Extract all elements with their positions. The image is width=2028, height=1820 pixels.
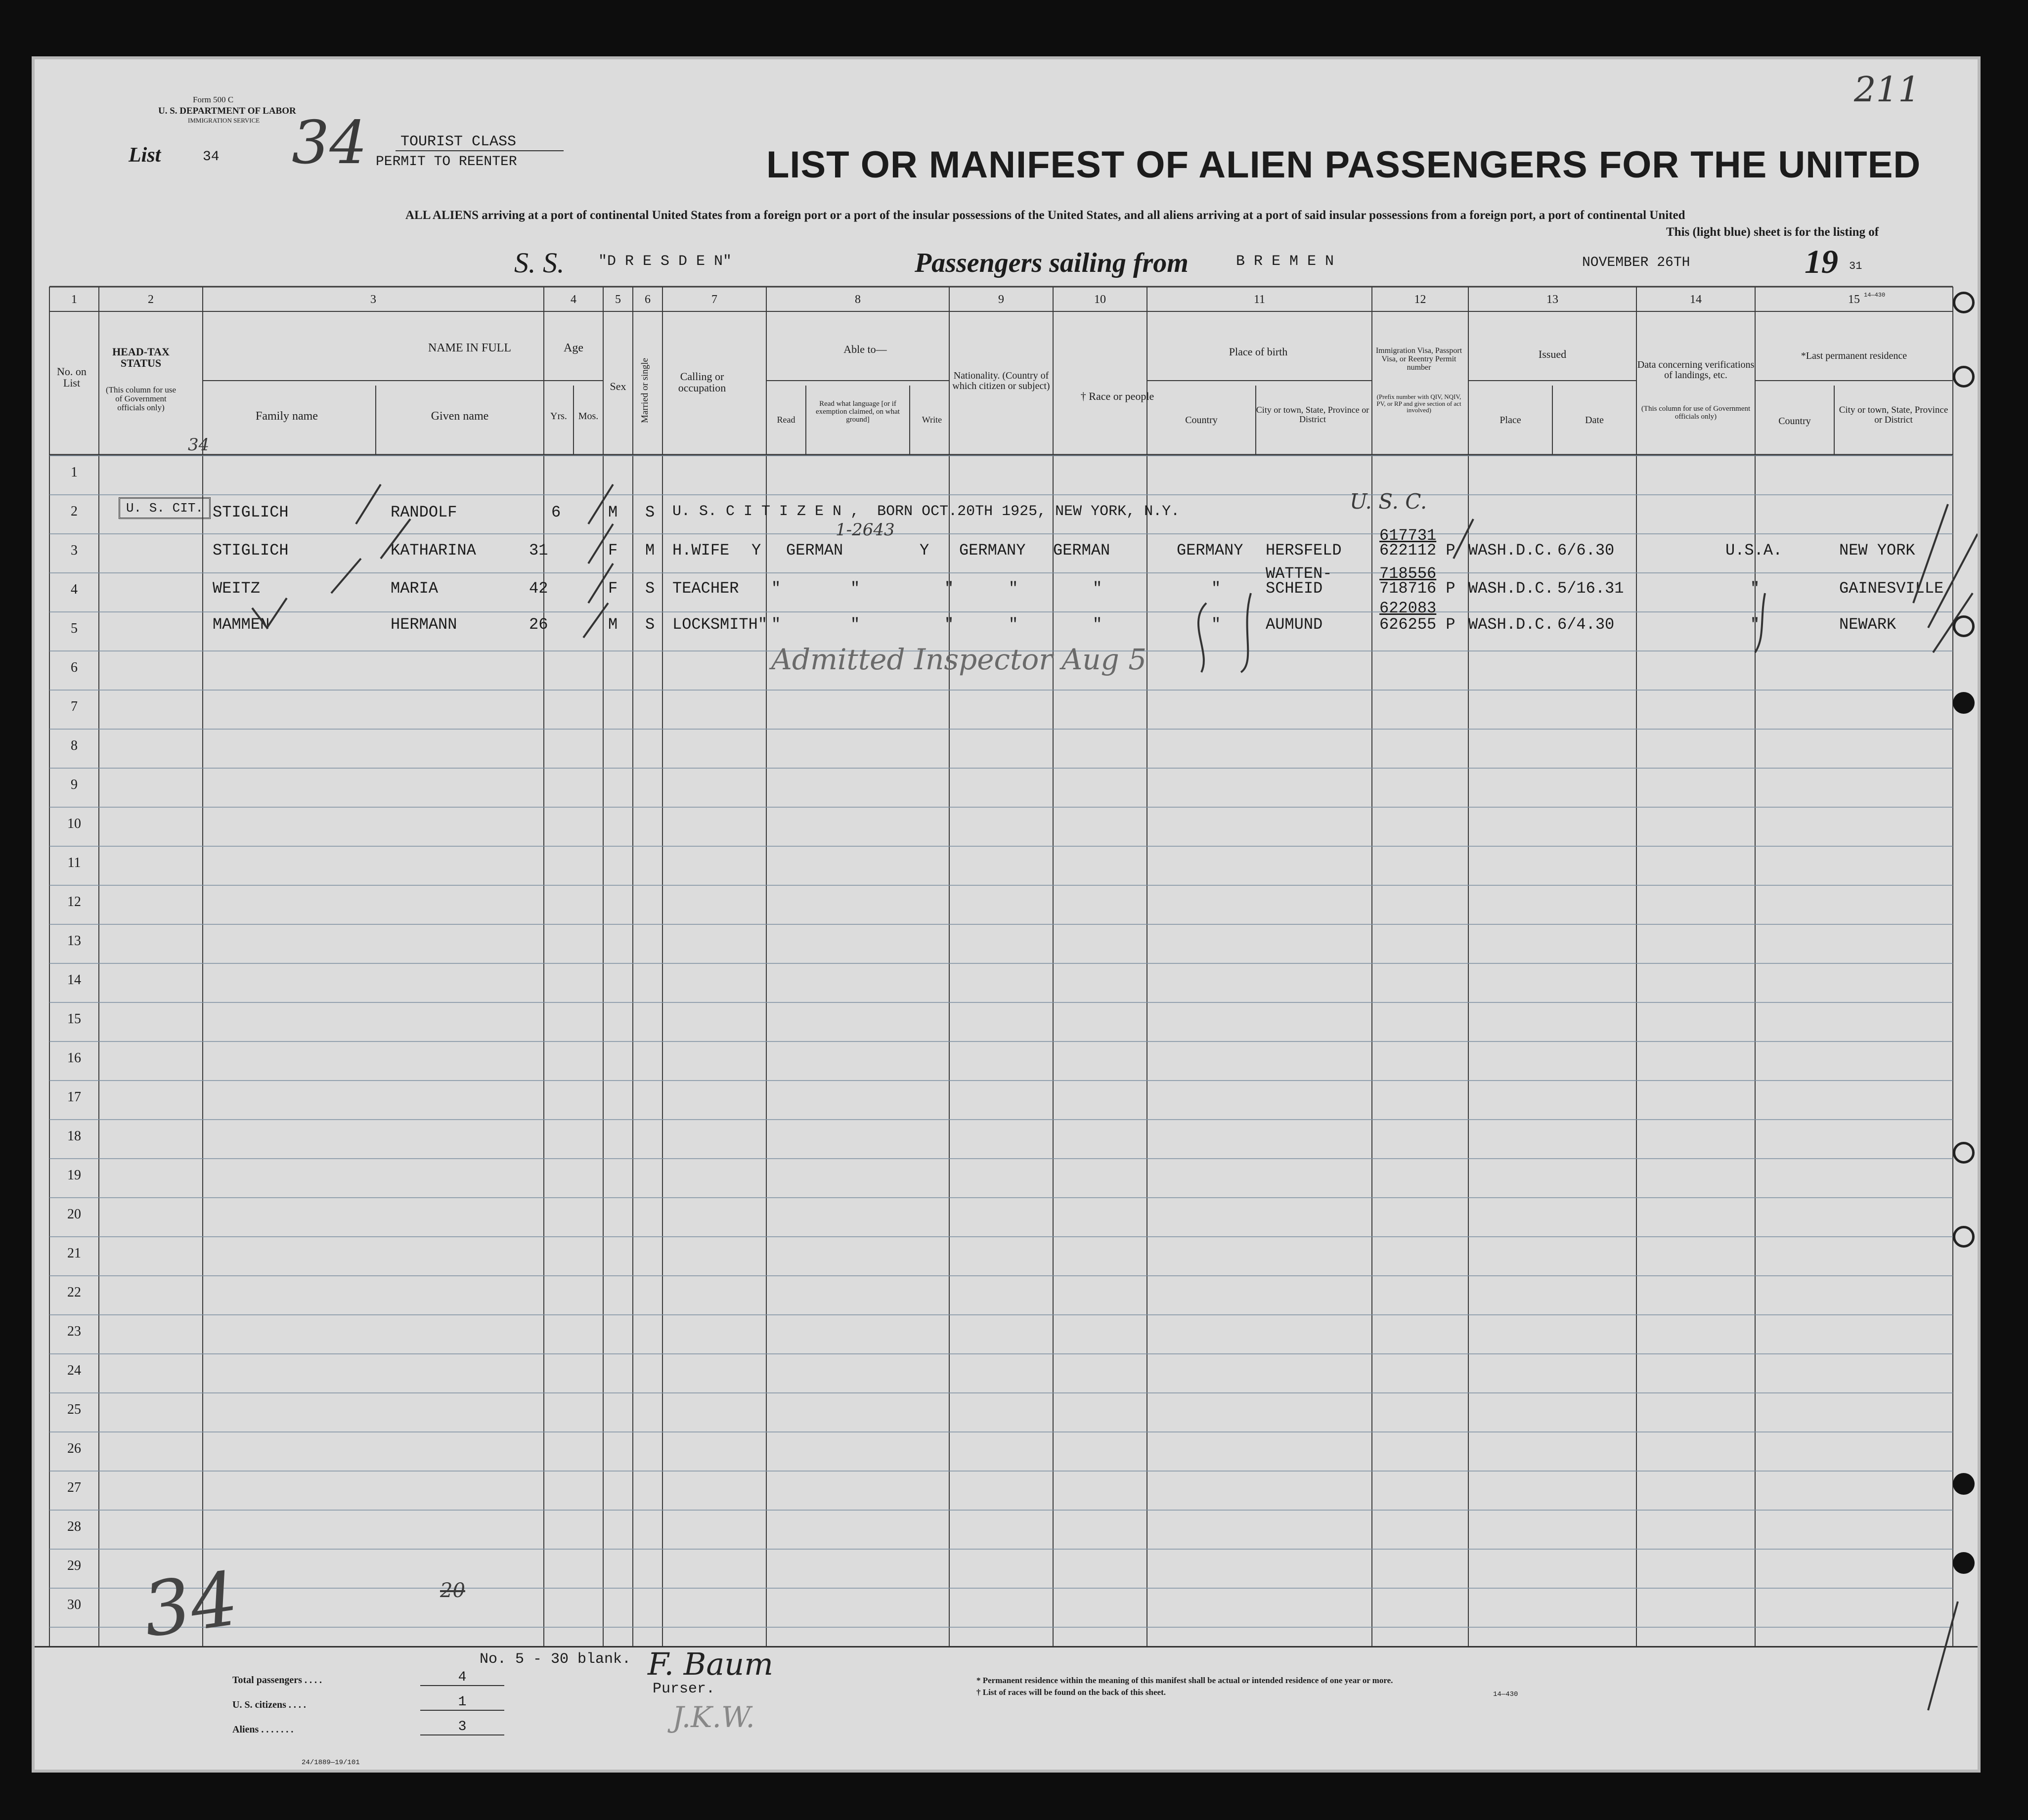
punch-hole [1953,692,1975,714]
print-code: 24/1889—19/101 [302,1759,360,1767]
document-title: LIST OR MANIFEST OF ALIEN PASSENGERS FOR THE UNITED [766,144,1921,186]
issued-place: WASH.D.C. [1468,579,1554,598]
issued-place: WASH.D.C. [1468,615,1554,634]
given-name: RANDOLF [391,503,457,521]
column-number: 15 [1848,293,1860,306]
column-number: 8 [855,293,861,306]
nationality: " [1009,615,1018,634]
birth-city: AUMUND [1266,615,1323,634]
list-number: 34 [203,149,220,165]
header-birth-country: Country [1185,415,1218,426]
row-number: 22 [67,1285,81,1300]
visa-number: 718716 P [1379,579,1455,598]
residence-city: GAINESVILLE [1839,579,1944,598]
calling: H.WIFE [672,541,730,560]
marital-status: S [645,579,655,598]
total-passengers-value: 4 [420,1670,504,1686]
header-issued: Issued [1538,348,1567,360]
family-name: WEITZ [213,579,261,598]
row-number: 10 [67,816,81,831]
header-able-to: Able to— [843,343,887,355]
us-citizens-value: 1 [420,1694,504,1711]
header-no-on-list: No. on List [57,365,87,390]
handwritten-struck-number: 20 [440,1579,465,1602]
row-number: 4 [71,582,78,597]
nationality: GERMANY [959,541,1026,560]
row-number: 19 [67,1168,81,1183]
header-landing-data: Data concerning verifications of landings, etc. [1637,359,1755,381]
issued-place: WASH.D.C. [1468,541,1554,560]
department: U. S. DEPARTMENT OF LABOR [158,106,296,116]
column-number: 4 [571,293,576,306]
punch-hole [1953,615,1975,637]
age-years: 6 [551,503,561,521]
residence-country: " [1750,615,1760,634]
visa-number: 626255 P [1379,615,1455,634]
sailing-date: NOVEMBER 26TH [1582,255,1690,270]
row-number: 21 [67,1246,81,1261]
visa-number-previous: 718556 [1379,564,1437,583]
header-write: Write [922,415,942,425]
row-number: 20 [67,1207,81,1222]
row-number: 3 [71,543,78,558]
header-residence-city: City or town, State, Province or District [1839,405,1948,425]
sailing-label: Passengers sailing from [915,248,1189,278]
row-number: 11 [67,855,81,870]
visa-number: 622112 P [1379,541,1455,560]
sex: M [608,615,618,634]
row-number: 28 [67,1519,81,1534]
residence-city: NEWARK [1839,615,1896,634]
can-read: " [771,579,781,598]
nationality: " [1009,579,1018,598]
citizen-remark: U. S. C I T I Z E N , BORN OCT.20TH 1925, NEW YORK, N.Y. [672,503,1180,520]
column-number: 9 [998,293,1004,306]
blank-rows-note: No. 5 - 30 blank. [480,1651,631,1668]
column-number: 12 [1414,293,1426,306]
row-number: 7 [71,699,78,714]
header-place-of-birth: Place of birth [1229,346,1288,358]
punch-hole [1953,1226,1975,1248]
row-number: 26 [67,1441,81,1456]
header-head-tax-handwritten: 34 [188,435,210,455]
race: " [1093,579,1102,598]
visa-number-previous: 617731 [1379,526,1437,545]
header-given-name: Given name [431,410,489,423]
row-number: 15 [67,1011,81,1027]
row-number: 9 [71,777,78,792]
class-line-2: PERMIT TO REENTER [376,154,517,170]
ship-name: "D R E S D E N" [598,253,732,270]
row-number: 14 [67,972,81,988]
read-language: " [850,615,860,634]
calling: TEACHER [672,579,739,598]
age-years: 31 [529,541,548,560]
column-number: 11 [1253,293,1266,306]
race: " [1093,615,1102,634]
residence-country: U.S.A. [1725,541,1783,560]
header-head-tax-note: (This column for use of Government officials only) [105,385,176,412]
year-suffix: 31 [1849,260,1862,272]
header-read: Read [777,415,795,425]
footnote-races: † List of races will be found on the back of this sheet. [976,1688,1166,1697]
punch-hole [1953,1142,1975,1164]
row-number: 12 [67,894,81,910]
handwritten-mark-row1: U. S. C. [1350,489,1427,514]
us-citizens-label: U. S. citizens . . . . [232,1699,306,1710]
row-number: 17 [67,1089,81,1105]
purser-signature: F. Baum [648,1646,774,1682]
birth-country: " [1211,579,1221,598]
row-number: 25 [67,1402,81,1417]
punch-hole [1953,292,1975,313]
given-name: KATHARINA [391,541,476,560]
given-name: MARIA [391,579,439,598]
can-read: " [771,615,781,634]
row-number: 13 [67,933,81,949]
sex: F [608,579,618,598]
birth-country: " [1211,615,1221,634]
family-name: MAMMEN [213,615,270,634]
birth-city-continued: WATTEN- [1266,564,1332,583]
column-number: 3 [370,293,376,306]
class-line-1: TOURIST CLASS [400,133,517,150]
can-write: " [944,615,954,634]
header-sex: Sex [610,380,626,392]
footer-form-code: 14—430 [1493,1690,1518,1698]
can-read: Y [751,541,761,560]
issued-date: 6/4.30 [1557,615,1615,634]
header-birth-city: City or town, State, Province or District [1256,405,1369,424]
age-years: 26 [529,615,548,634]
header-small-code: 14—430 [1864,292,1886,299]
handwritten-check-marks [35,59,1978,1770]
list-label: List [129,144,161,167]
punch-hole [1953,1473,1975,1495]
row-number: 24 [67,1363,81,1378]
header-issued-date: Date [1585,415,1604,426]
can-write: " [944,579,954,598]
inspector-initials: J.K.W. [672,1700,755,1734]
column-number: 2 [148,293,154,306]
family-name: STIGLICH [213,503,289,521]
header-name-in-full: NAME IN FULL [428,342,511,354]
row-number: 5 [71,621,78,636]
sex: M [608,503,618,521]
footnote-residence: * Permanent residence within the meaning of this manifest shall be actual or intended residence of one year or more. [976,1676,1393,1685]
header-race: † Race or people [1080,390,1154,402]
marital-status: S [645,503,655,521]
column-number: 6 [645,293,651,306]
handwritten-admitted-note: Admitted Inspector Aug 5 [771,643,1147,676]
given-name: HERMANN [391,615,457,634]
visa-number-previous: 622083 [1379,599,1437,617]
row-number: 1 [71,465,78,480]
departure-port: B R E M E N [1236,253,1334,270]
header-last-residence: *Last permanent residence [1801,350,1907,361]
column-number: 5 [615,293,621,306]
age-years: 42 [529,579,548,598]
column-number: 14 [1690,293,1702,306]
column-number: 1 [71,293,77,306]
header-married-single: Married or single [640,358,651,423]
row-number: 8 [71,738,78,753]
birth-city: HERSFELD [1266,541,1342,560]
list-number-handwritten: 34 [292,109,367,177]
row-number: 6 [71,660,78,675]
service: IMMIGRATION SERVICE [188,117,260,124]
form-number: Form 500 C [193,95,234,104]
manifest-sheet [35,59,1978,1770]
read-language: GERMAN [786,541,843,560]
row-number: 30 [67,1597,81,1612]
header-issued-place: Place [1499,415,1521,426]
header-visa-note: (Prefix number with QIV, NQIV, PV, or RP and give section of act involved) [1376,393,1461,414]
header-read-language: Read what language [or if exemption claimed, on what ground] [816,400,900,424]
birth-country: GERMANY [1177,541,1243,560]
year-prefix: 19 [1805,243,1838,280]
header-visa: Immigration Visa, Passport Visa, or Reentry Permit number [1375,347,1462,372]
header-age: Age [564,342,583,354]
row-number: 27 [67,1480,81,1495]
row-number: 23 [67,1324,81,1339]
purser-label: Purser. [653,1681,715,1697]
calling: LOCKSMITH" [672,615,768,634]
row-number: 29 [67,1558,81,1573]
punch-hole [1953,366,1975,388]
aliens-label: Aliens . . . . . . . [232,1724,294,1735]
header-landing-note: (This column for use of Government officials only) [1641,405,1751,421]
header-residence-country: Country [1778,416,1811,427]
issued-date: 5/16.31 [1557,579,1624,598]
title-subtitle-2: This (light blue) sheet is for the listing of [1666,225,1879,239]
read-language: " [850,579,860,598]
family-name: STIGLICH [213,541,289,560]
residence-city: NEW YORK [1839,541,1915,560]
column-number: 7 [711,293,717,306]
header-nationality: Nationality. (Country of which citizen or subject) [952,370,1050,391]
row-number: 16 [67,1050,81,1066]
column-number: 13 [1546,293,1558,306]
punch-hole [1953,1552,1975,1574]
row-number: 2 [71,504,78,519]
total-passengers-label: Total passengers . . . . [232,1675,322,1686]
header-age-years: Yrs. [550,411,567,422]
header-calling: Calling or occupation [678,370,726,394]
handwritten-bottom-number: 34 [137,1556,244,1654]
ship-label: S. S. [514,247,565,279]
can-write: Y [920,541,929,560]
header-age-months: Mos. [578,411,599,422]
residence-country: " [1750,579,1760,598]
marital-status: M [645,541,655,560]
corner-handwritten-number: 211 [1854,69,1920,110]
issued-date: 6/6.30 [1557,541,1615,560]
column-number: 10 [1094,293,1106,306]
sex: F [608,541,618,560]
title-subtitle-1: ALL ALIENS arriving at a port of continental United States from a foreign port or a port of the insular possessions of the United States, and all aliens arriving at a port of said insular possessions from a foreign port, a port of continental United [405,209,1685,222]
header-head-tax: HEAD-TAX STATUS [112,346,170,370]
handwritten-mark-row2: 1-2643 [836,520,895,540]
aliens-value: 3 [420,1719,504,1735]
footer-rule [35,1646,1978,1647]
marital-status: S [645,615,655,634]
race: GERMAN [1053,541,1110,560]
birth-city: SCHEID [1266,579,1323,598]
header-family-name: Family name [256,410,318,423]
head-tax-status: U. S. CIT. [119,497,211,519]
row-number: 18 [67,1128,81,1144]
